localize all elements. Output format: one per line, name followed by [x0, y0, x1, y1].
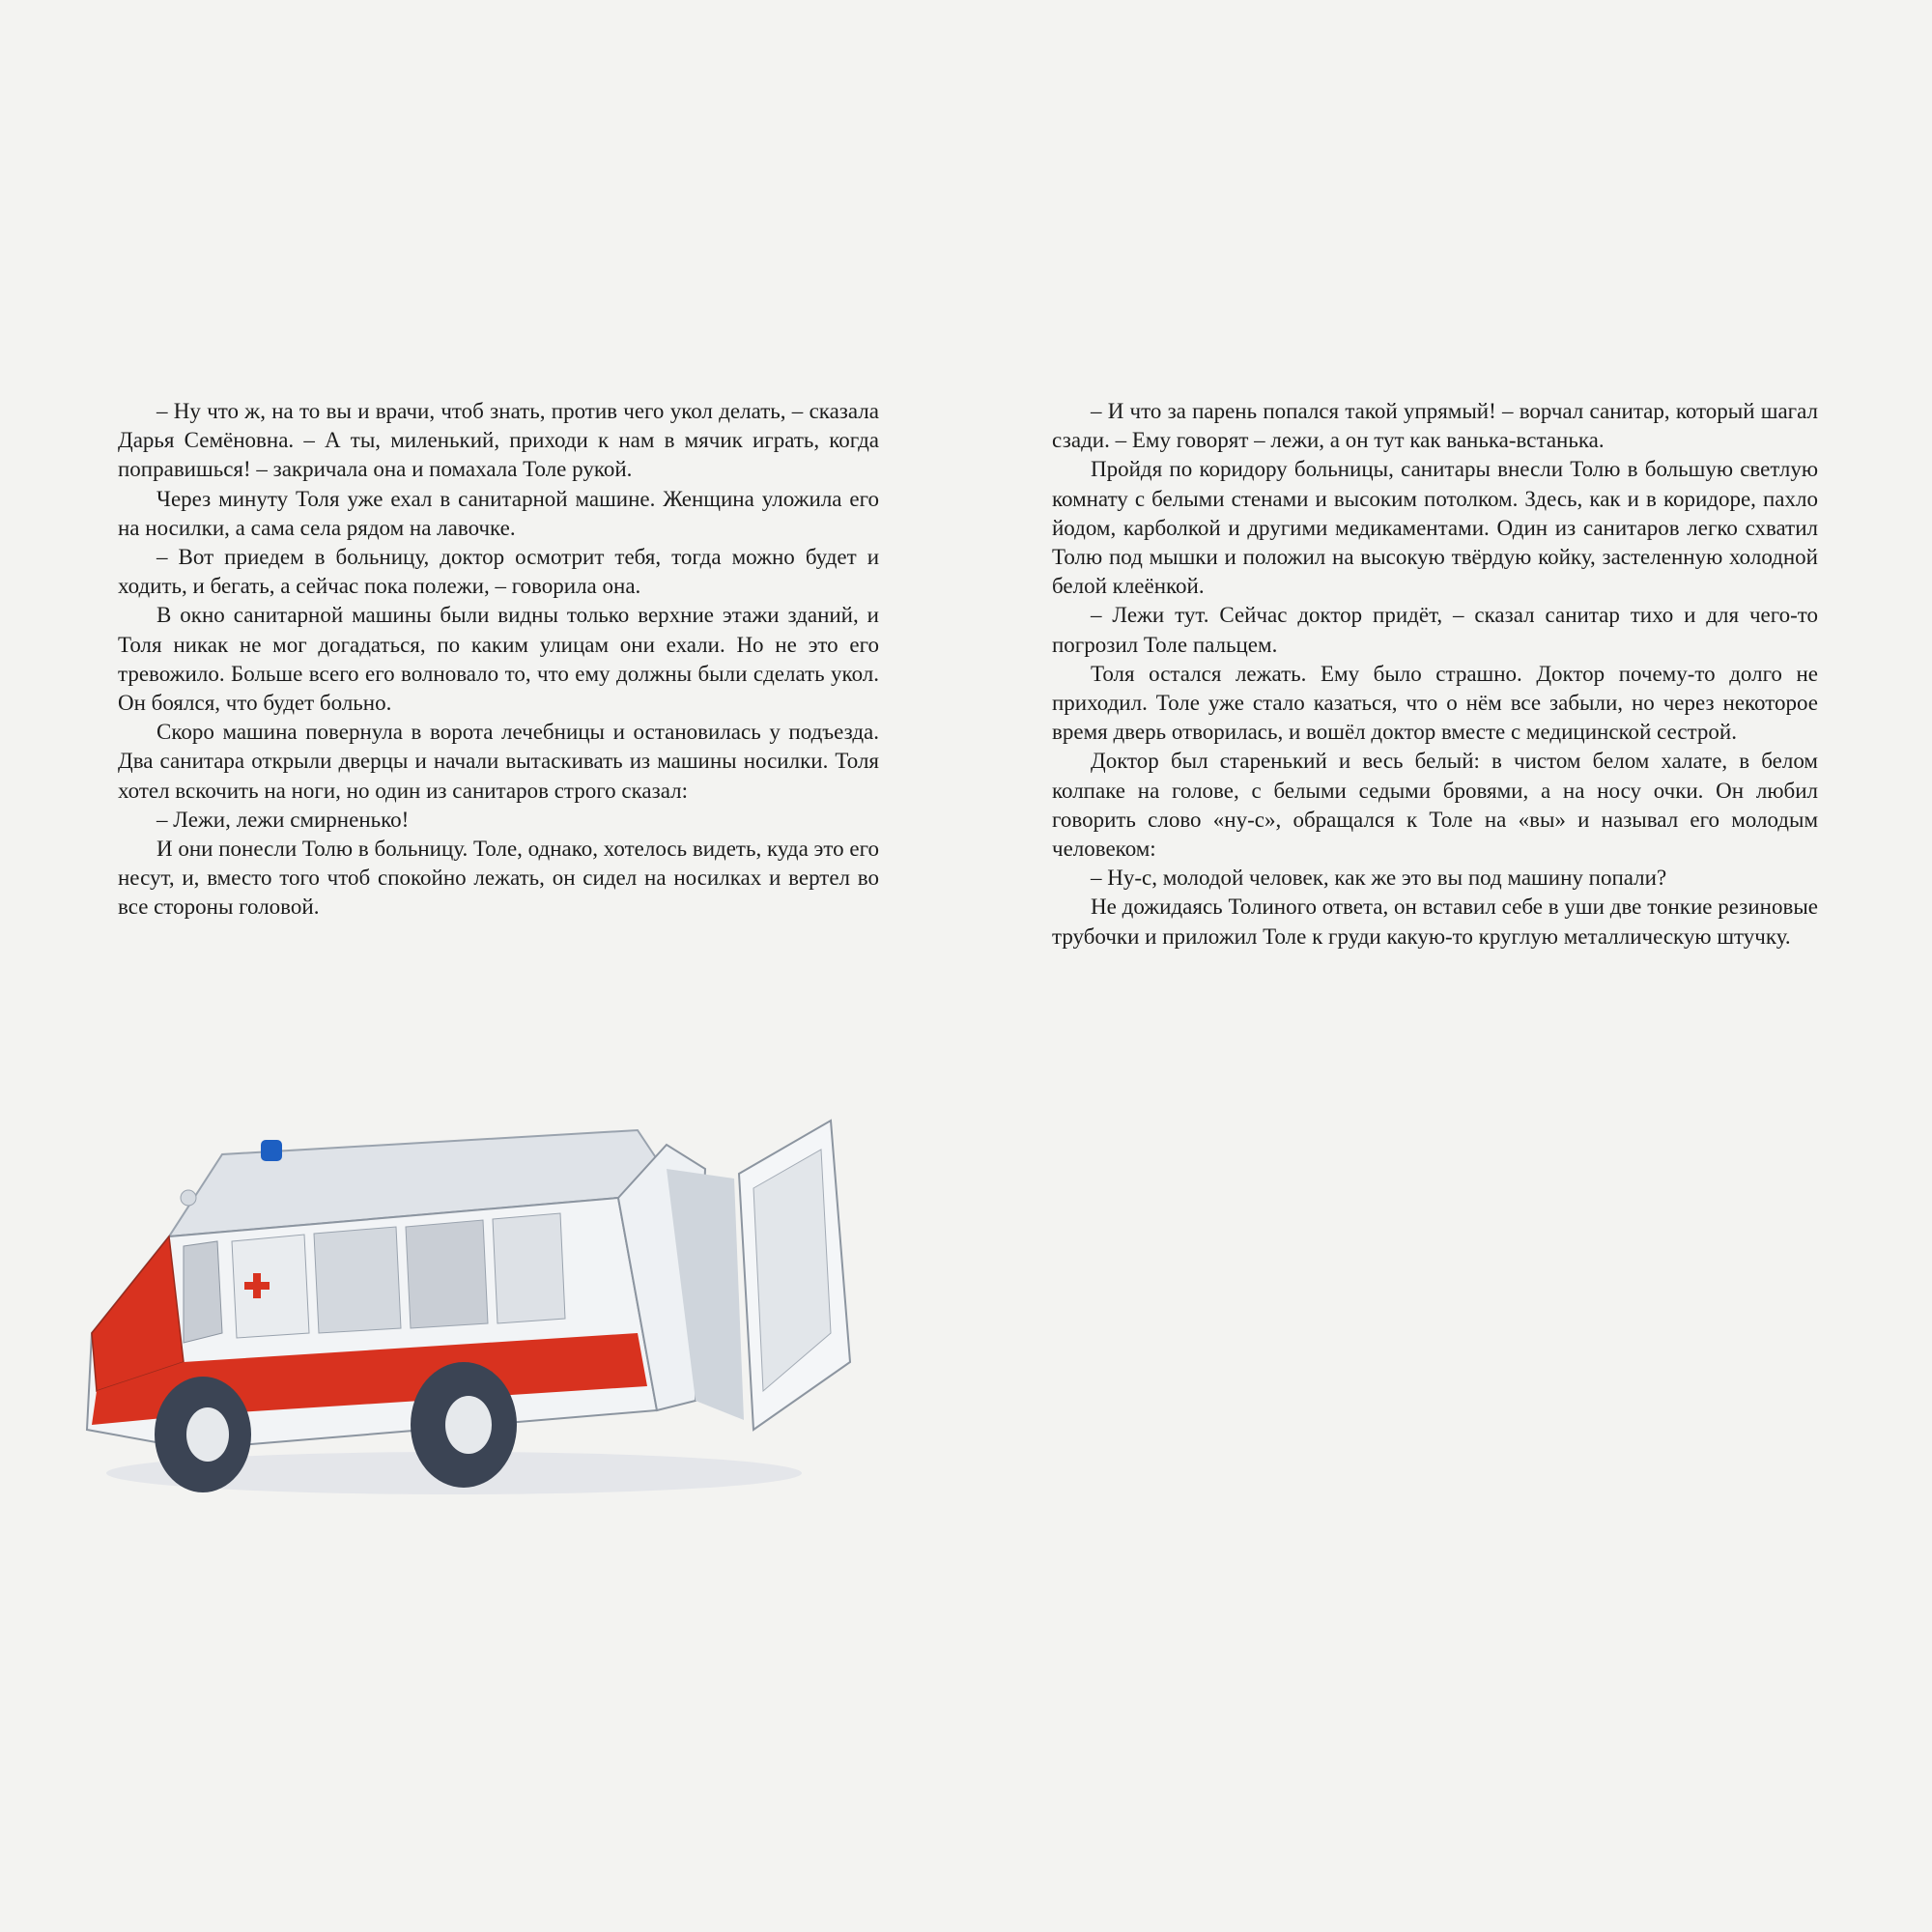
- paragraph: – Ну-с, молодой человек, как же это вы под машину попали?: [1091, 866, 1667, 891]
- paragraph: Не дожидаясь Толиного ответа, он вставил себе в уши две тонкие резиновые трубочки и приложил Толе к груди какую-то круглую металлическую штучку.: [1052, 895, 1818, 949]
- front-window: [184, 1241, 222, 1343]
- paragraph: Через минуту Толя уже ехал в санитарной машине. Женщина уложила его на носилки, а сама села рядом на лавочке.: [118, 486, 879, 540]
- right-page: [966, 0, 1932, 1932]
- paragraph: – И что за парень попался такой упрямый! – ворчал санитар, который шагал сзади. – Ему говорят – лежи, а он тут как ванька-встанька.: [1052, 399, 1818, 453]
- paragraph: – Вот приедем в больницу, доктор осмотрит тебя, тогда можно будет и ходить, и бегать, а сейчас пока полежи, – говорила она.: [118, 545, 879, 599]
- side-window: [314, 1227, 401, 1333]
- right-page-text: [1052, 397, 1818, 952]
- paragraph: – Ну что ж, на то вы и врачи, чтоб знать, против чего укол делать, – сказала Дарья Семёновна. – А ты, миленький, приходи к нам в мячик играть, когда поправишься! – закричала она и помахала Толе рукой.: [118, 399, 879, 482]
- paragraph: Доктор был старенький и весь белый: в чистом белом халате, в белом колпаке на голове, с белыми седыми бровями, а на носу очки. Он любил говорить слово «ну-с», обращался к Толе на «вы» и называл его молодым человеком:: [1052, 749, 1818, 862]
- ambulance-illustration: [77, 1043, 889, 1507]
- rear-wheel-hub: [445, 1396, 492, 1454]
- beacon-light: [261, 1140, 282, 1161]
- roof-lamp: [181, 1190, 196, 1206]
- paragraph: Пройдя по коридору больницы, санитары внесли Толю в большую светлую комнату с белыми стенами и высоким потолком. Здесь, как и в коридоре, пахло йодом, карболкой и другими медикаментами. Один из санитаров легко схватил Толю под мышки и положил на высокую твёрдую койку, застеленную холодной белой клеёнкой.: [1052, 457, 1818, 599]
- paragraph: Скоро машина повернула в ворота лечебницы и остановилась у подъезда. Два санитара открыли дверцы и начали вытаскивать из машины носилки. Толя хотел вскочить на ноги, но один из санитаров строго сказал:: [118, 720, 879, 803]
- paragraph: В окно санитарной машины были видны только верхние этажи зданий, и Толя никак не мог догадаться, по каким улицам они ехали. Но не это его тревожило. Больше всего его волновало то, что ему должны были сделать укол. Он боялся, что будет больно.: [118, 603, 879, 716]
- side-window: [493, 1213, 565, 1323]
- paragraph: И они понесли Толю в больницу. Толе, однако, хотелось видеть, куда это его несут, и, вместо того чтоб спокойно лежать, он сидел на носилках и вертел во все стороны головой.: [118, 837, 879, 920]
- left-page-text: [118, 397, 879, 923]
- side-window: [232, 1235, 309, 1338]
- paragraph: Толя остался лежать. Ему было страшно. Доктор почему-то долго не приходил. Толе уже стало казаться, что о нём все забыли, но через некоторое время дверь отворилась, и вошёл доктор вместе с медицинской сестрой.: [1052, 661, 1818, 745]
- front-wheel-hub: [186, 1407, 229, 1462]
- red-cross-icon-bar: [244, 1282, 270, 1290]
- paragraph: – Лежи тут. Сейчас доктор придёт, – сказал санитар тихо и для чего-то погрозил Толе пальцем.: [1052, 603, 1818, 657]
- side-window: [406, 1220, 488, 1328]
- paragraph: – Лежи, лежи смирненько!: [156, 807, 410, 832]
